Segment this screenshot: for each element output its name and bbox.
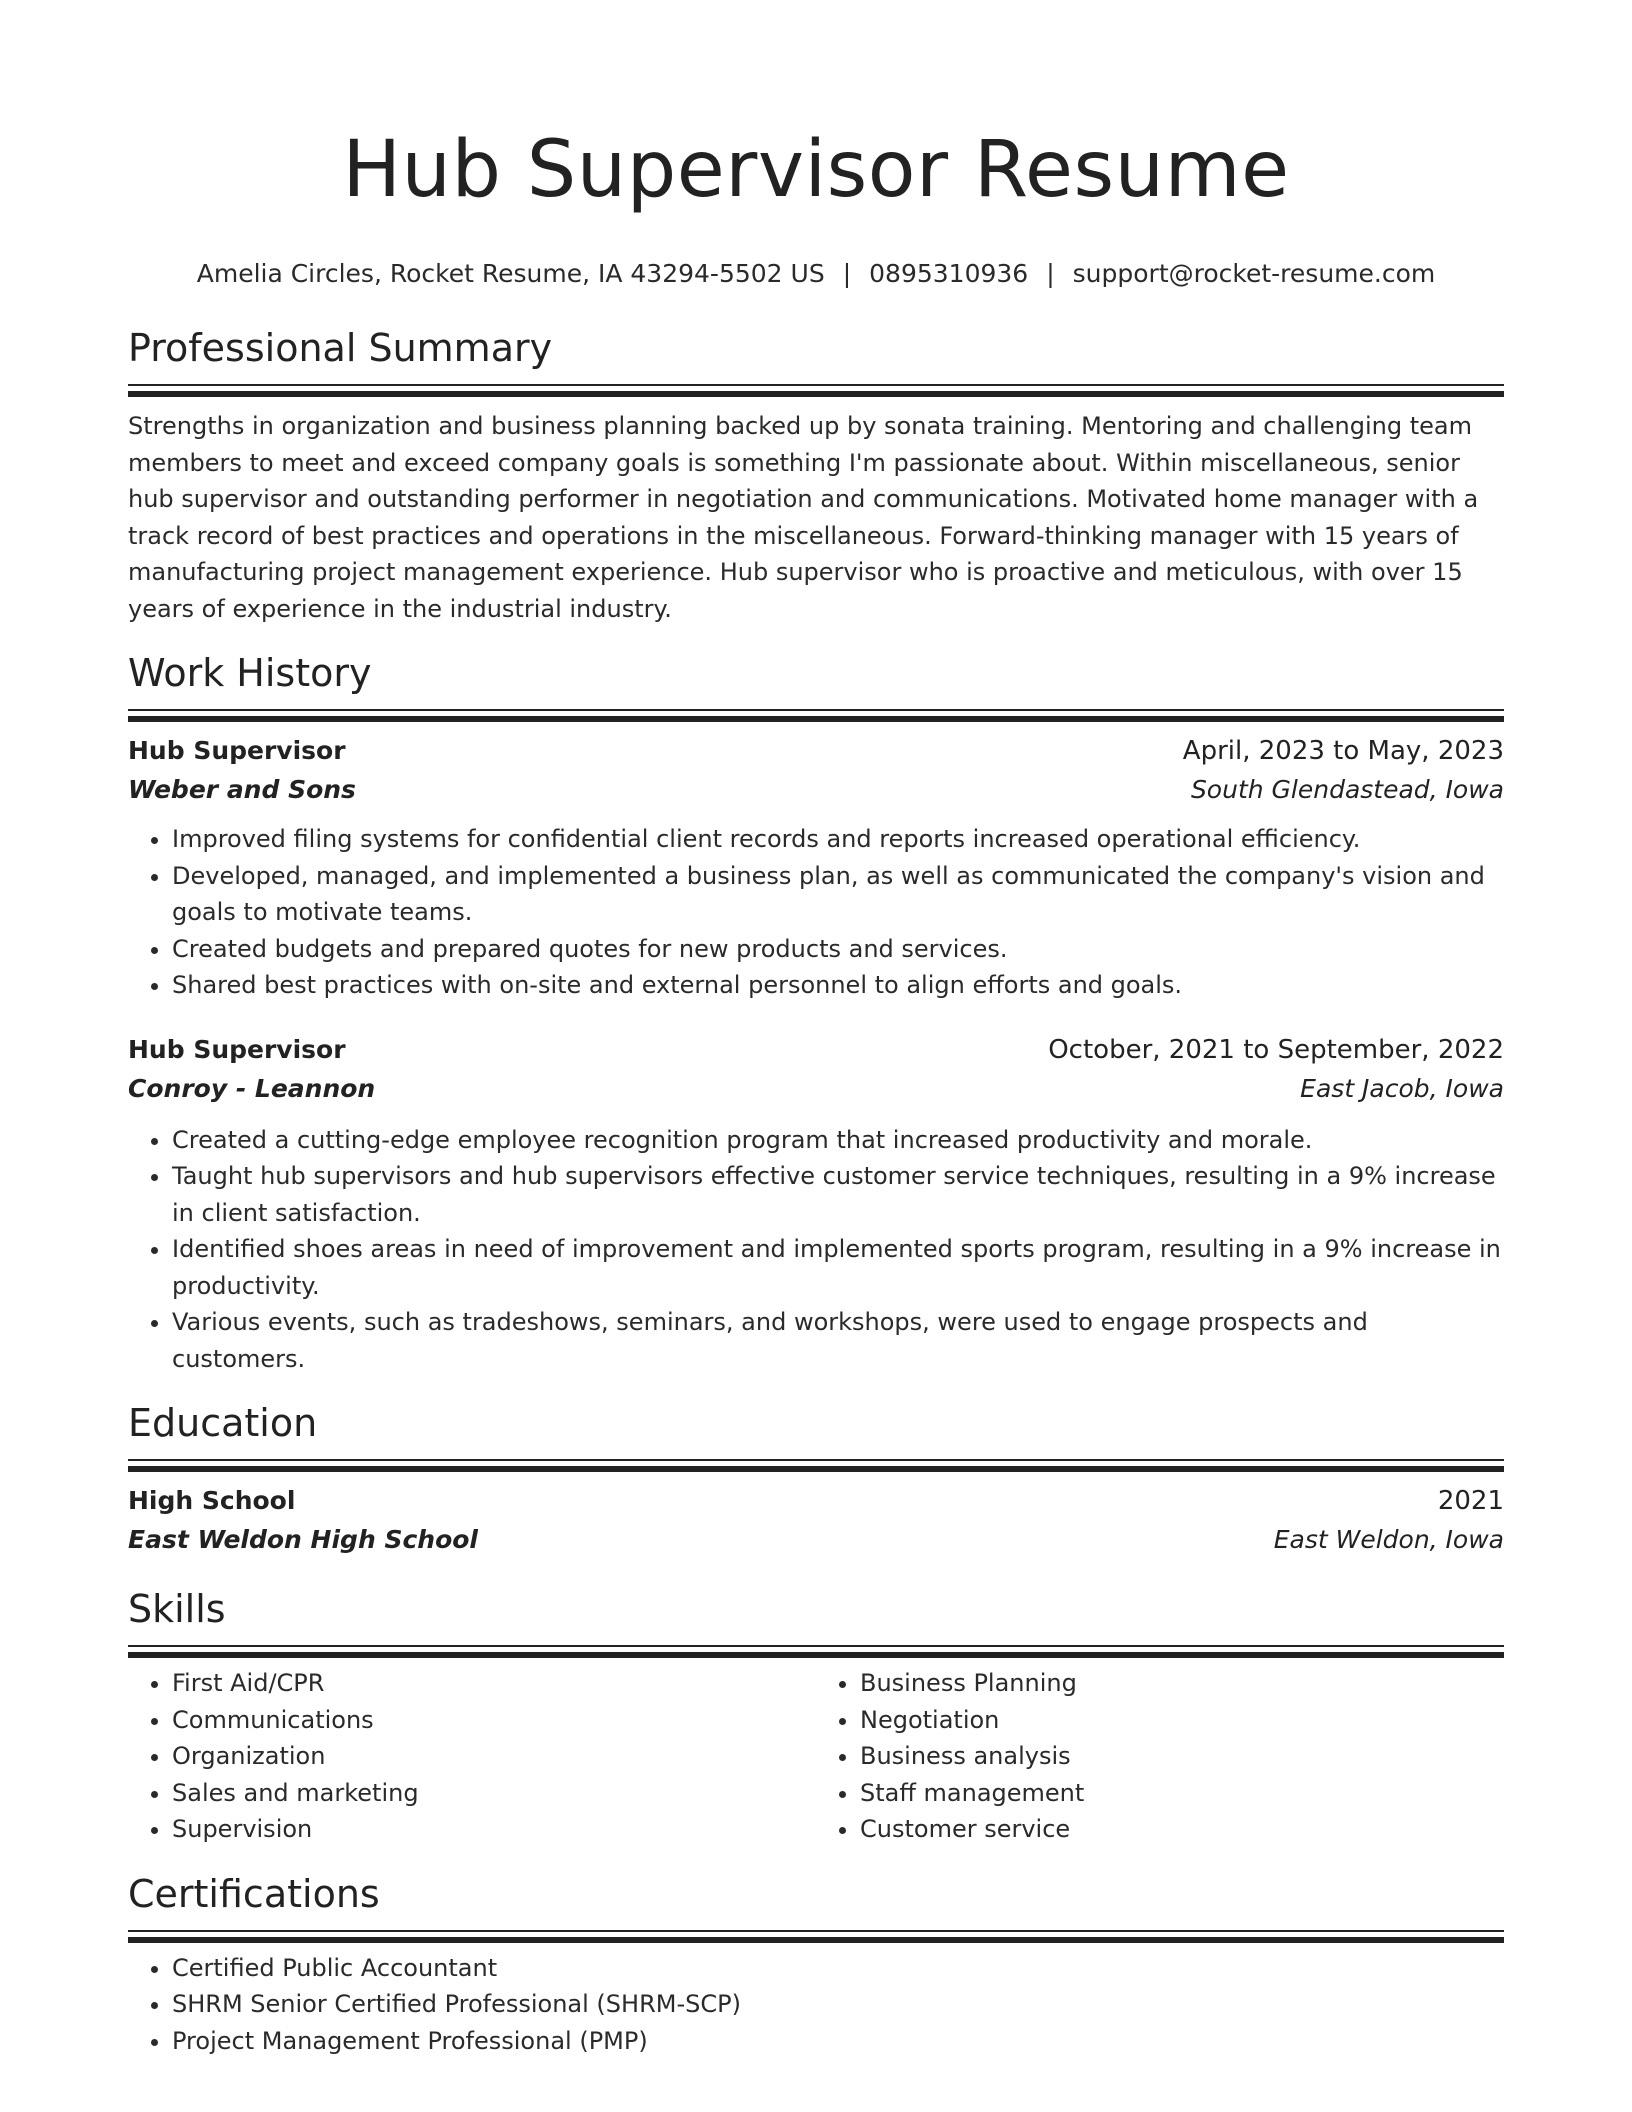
job-location: East Jacob, Iowa [1300,1073,1504,1103]
job-title: Hub Supervisor [128,736,346,765]
contact-line [128,256,1504,292]
job-bullet: • Improved filing systems for confidential client records and reports increased operational efficiency. [172,821,1504,858]
job-location: South Glendastead, Iowa [1190,775,1504,804]
skill-item: • Business analysis [860,1738,1504,1775]
skill-item: • Customer service [860,1811,1504,1848]
certification-item: • Certified Public Accountant [172,1950,1504,1987]
section-heading-education: Education [128,1401,318,1445]
section-heading-certifications: Certifications [128,1871,380,1916]
section-divider [128,384,1504,386]
certification-item: • Project Management Professional (PMP) [172,2023,1504,2060]
contact-phone: 0895310936 [869,259,1029,288]
job-bullet: • Various events, such as tradeshows, seminars, and workshops, were used to engage prospects and customers. [172,1304,1504,1377]
certifications-list [128,1950,1504,2060]
summary-section [128,324,1504,627]
skill-item: • Sales and marketing [172,1775,816,1812]
job-dates: October, 2021 to September, 2022 [1048,1034,1504,1065]
skill-item: • Staff management [860,1775,1504,1812]
section-heading-work-history: Work History [128,651,372,695]
skills-list-right [816,1665,1504,1848]
education-year: 2021 [1437,1486,1504,1516]
section-divider [128,1459,1504,1461]
education-degree: High School [128,1486,296,1515]
resume-page [128,0,1504,2059]
skill-item: • First Aid/CPR [172,1665,816,1702]
job-company: Conroy - Leannon [128,1073,376,1103]
certification-item: • SHRM Senior Certified Professional (SHRM-SCP) [172,1986,1504,2023]
education-school: East Weldon High School [128,1525,478,1554]
skills-section [128,1585,1504,1848]
job-bullet: • Developed, managed, and implemented a business plan, as well as communicated the company's vision and goals to motivate teams. [172,858,1504,931]
job-bullets [128,821,1504,1004]
job-bullet: • Shared best practices with on-site and external personnel to align efforts and goals. [172,967,1504,1004]
job-bullet: • Taught hub supervisors and hub supervisors effective customer service techniques, resulting in a 9% increase in client satisfaction. [172,1158,1504,1231]
job-entry [128,731,1504,1004]
section-divider [128,1645,1504,1647]
section-heading-summary: Professional Summary [128,326,553,370]
skills-list-left [128,1665,816,1848]
job-title: Hub Supervisor [128,1034,346,1064]
section-heading-skills: Skills [128,1587,226,1631]
job-company: Weber and Sons [128,775,356,804]
contact-email: support@rocket-resume.com [1072,259,1436,288]
job-bullet: • Created budgets and prepared quotes for new products and services. [172,931,1504,968]
resume-title: Hub Supervisor Resume [342,125,1290,215]
job-bullet: • Identified shoes areas in need of improvement and implemented sports program, resulting in a 9% increase in productivity. [172,1231,1504,1304]
skill-item: • Business Planning [860,1665,1504,1702]
skill-item: • Communications [172,1702,816,1739]
job-bullets [128,1122,1504,1378]
education-section [128,1399,1504,1559]
summary-text: Strengths in organization and business planning backed up by sonata training. Mentoring and challenging team members to meet and exceed company goals is something I'm passionate about. Within miscellaneous, senior hub supervisor and outstanding performer in negotiation and communications. Motivated home manager with a track record of best practices and operations in the miscellaneous. Forward-thinking manager with 15 years of manufacturing project management experience. Hub supervisor who is proactive and meticulous, with over 15 years of experience in the industrial industry. [128,412,1479,623]
job-dates: April, 2023 to May, 2023 [1182,736,1504,766]
section-divider [128,709,1504,711]
contact-address: Amelia Circles, Rocket Resume, IA 43294-5502 US [196,259,825,288]
skill-item: • Organization [172,1738,816,1775]
skill-item: • Supervision [172,1811,816,1848]
job-bullet: • Created a cutting-edge employee recognition program that increased productivity and morale. [172,1122,1504,1159]
skill-item: • Negotiation [860,1702,1504,1739]
section-divider [128,1930,1504,1932]
education-location: East Weldon, Iowa [1273,1525,1504,1554]
work-history-section [128,649,1504,1377]
job-entry [128,1030,1504,1378]
contact-separator: | [1046,259,1055,288]
certifications-section [128,1870,1504,2060]
contact-separator: | [842,259,852,288]
